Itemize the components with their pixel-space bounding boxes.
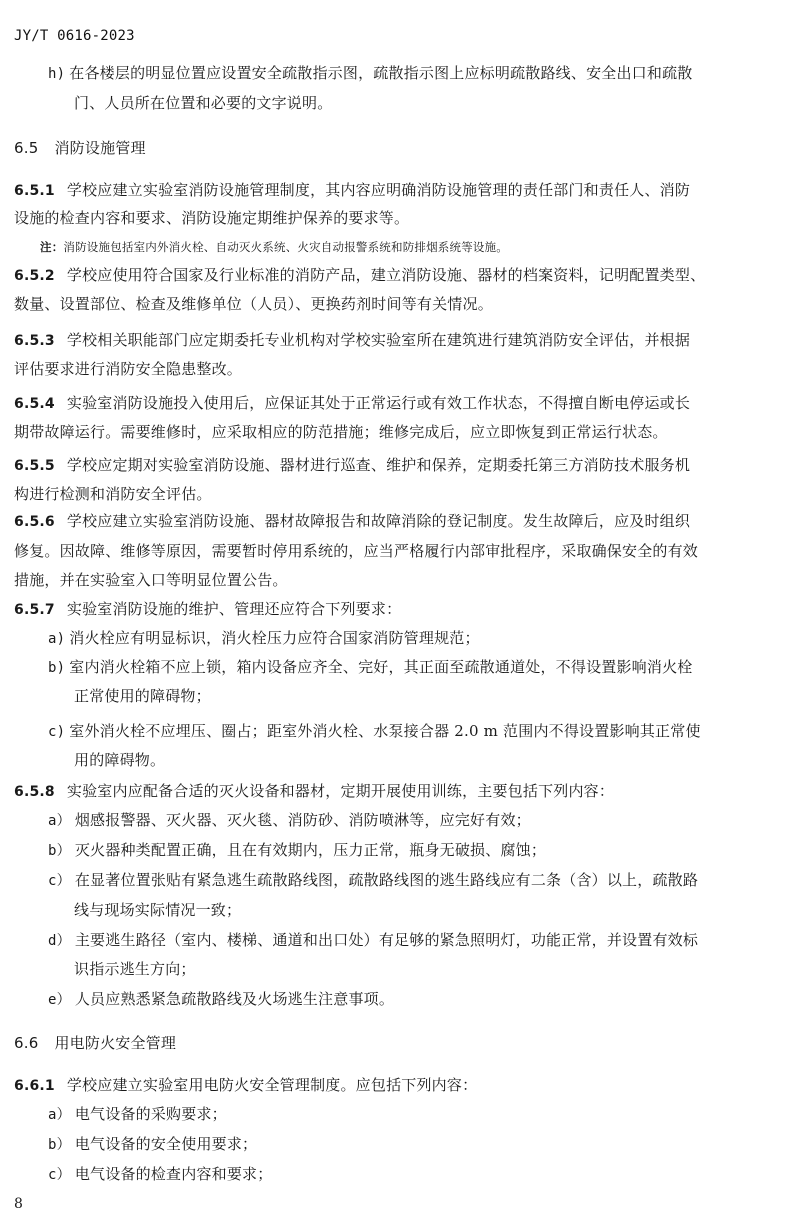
list-item-b	[48, 1134, 257, 1155]
list-item-label: c）	[48, 1167, 71, 1183]
clause-number: 6.5.2	[14, 268, 55, 284]
clause-continuation: 构进行检测和消防安全评估。	[14, 485, 212, 503]
clause-6-5-7	[14, 599, 401, 620]
clause-text: 学校应定期对实验室消防设施、器材进行巡查、维护和保养，定期委托第三方消防技术服务机	[66, 456, 691, 474]
clause-6-5-1	[14, 180, 690, 201]
clause-6-5-8	[14, 781, 614, 802]
list-item-label: c)	[48, 724, 66, 740]
list-item-c	[48, 870, 698, 891]
clause-number: 6.5.4	[14, 396, 55, 412]
section-number: 6.5	[14, 139, 39, 157]
clause-number: 6.6.1	[14, 1078, 55, 1094]
list-item-h	[48, 63, 692, 84]
list-item-label: b)	[48, 660, 66, 676]
clause-text: 学校应使用符合国家及行业标准的消防产品，建立消防设施、器材的档案资料，记明配置类型、	[66, 266, 706, 284]
clause-continuation: 修复。因故障、维修等原因，需要暂时停用系统的，应当严格履行内部审批程序，采取确保安全的有效	[14, 542, 699, 560]
list-item-text: 电气设备的检查内容和要求；	[74, 1165, 273, 1183]
clause-continuation: 数量、设置部位、检查及维修单位（人员）、更换药剂时间等有关情况。	[14, 295, 493, 313]
list-item-continuation: 线与现场实际情况一致；	[74, 901, 242, 919]
list-item-label: c）	[48, 873, 71, 889]
list-item-c	[48, 1164, 272, 1185]
clause-6-5-5	[14, 455, 690, 476]
clause-text: 实验室内应配备合适的灭火设备和器材，定期开展使用训练，主要包括下列内容：	[66, 782, 615, 800]
clause-6-5-3	[14, 330, 690, 351]
list-item-text: 在各楼层的明显位置应设置安全疏散指示图，疏散指示图上应标明疏散路线、安全出口和疏散	[69, 64, 693, 82]
clause-text: 实验室消防设施投入使用后，应保证其处于正常运行或有效工作状态，不得擅自断电停运或长	[66, 394, 691, 412]
clause-number: 6.5.3	[14, 333, 55, 349]
list-item-continuation: 识指示逃生方向；	[74, 960, 196, 978]
clause-continuation: 设施的检查内容和要求、消防设施定期维护保养的要求等。	[14, 209, 410, 227]
list-item-label: a）	[48, 1107, 71, 1123]
section-title: 消防设施管理	[54, 139, 146, 157]
note	[40, 237, 508, 257]
list-item-label: h)	[48, 66, 66, 82]
list-item-text: 消火栓应有明显标识，消火栓压力应符合国家消防管理规范；	[69, 629, 480, 647]
section-heading-6-6	[14, 1033, 176, 1053]
list-item-a	[48, 628, 480, 649]
list-item-c	[48, 721, 701, 742]
clause-text: 学校应建立实验室消防设施、器材故障报告和故障消除的登记制度。发生故障后，应及时组织	[66, 512, 691, 530]
list-item-label: b）	[48, 1137, 71, 1153]
note-label: 注：	[40, 240, 64, 254]
clause-text: 学校应建立实验室消防设施管理制度，其内容应明确消防设施管理的责任部门和责任人、消防	[66, 181, 691, 199]
list-item-text: 在显著位置张贴有紧急逃生疏散路线图，疏散路线图的逃生路线应有二条（含）以上，疏散路	[74, 871, 699, 889]
clause-continuation: 措施，并在实验室入口等明显位置公告。	[14, 571, 288, 589]
clause-6-5-2	[14, 265, 705, 286]
list-item-continuation: 正常使用的障碍物；	[74, 687, 211, 705]
clause-6-5-6	[14, 511, 690, 532]
list-item-label: a)	[48, 631, 66, 647]
list-item-text: 室外消火栓不应埋压、圈占；距室外消火栓、水泵接合器 2.0 m 范围内不得设置影响其正常使	[69, 722, 701, 740]
list-item-text: 室内消火栓箱不应上锁，箱内设备应齐全、完好，其正面至疏散通道处，不得设置影响消火栓	[69, 658, 693, 676]
clause-6-5-4	[14, 393, 690, 414]
clause-number: 6.5.5	[14, 458, 55, 474]
list-item-b	[48, 657, 692, 678]
list-item-d	[48, 930, 698, 951]
clause-number: 6.5.7	[14, 602, 55, 618]
list-item-continuation: 用的障碍物。	[74, 751, 166, 769]
list-item-text: 人员应熟悉紧急疏散路线及火场逃生注意事项。	[74, 990, 395, 1008]
note-text: 消防设施包括室内外消火栓、自动灭火系统、火灾自动报警系统和防排烟系统等设施。	[63, 240, 509, 254]
clause-number: 6.5.8	[14, 784, 55, 800]
clause-text: 实验室消防设施的维护、管理还应符合下列要求：	[66, 600, 402, 618]
clause-6-6-1	[14, 1075, 477, 1096]
page-number: 8	[14, 1196, 24, 1212]
clause-text: 学校应建立实验室用电防火安全管理制度。应包括下列内容：	[66, 1076, 478, 1094]
list-item-label: b）	[48, 843, 71, 859]
document-code-header: JY/T 0616-2023	[14, 28, 135, 44]
list-item-text: 电气设备的安全使用要求；	[74, 1135, 258, 1153]
list-item-text: 灭火器种类配置正确，且在有效期内，压力正常，瓶身无破损、腐蚀；	[74, 841, 547, 859]
clause-text: 学校相关职能部门应定期委托专业机构对学校实验室所在建筑进行建筑消防安全评估，并根据	[66, 331, 691, 349]
section-heading-6-5	[14, 138, 146, 158]
clause-number: 6.5.6	[14, 514, 55, 530]
clause-continuation: 评估要求进行消防安全隐患整改。	[14, 360, 243, 378]
clause-number: 6.5.1	[14, 183, 55, 199]
clause-continuation: 期带故障运行。需要维修时，应采取相应的防范措施；维修完成后，应立即恢复到正常运行状态。	[14, 423, 668, 441]
list-item-b	[48, 840, 546, 861]
list-item-label: e）	[48, 992, 71, 1008]
list-item-text: 主要逃生路径（室内、楼梯、通道和出口处）有足够的紧急照明灯，功能正常，并设置有效标	[74, 931, 699, 949]
list-item-label: a）	[48, 813, 71, 829]
section-title: 用电防火安全管理	[54, 1034, 177, 1052]
list-item-text: 烟感报警器、灭火器、灭火毯、消防砂、消防喷淋等，应完好有效；	[74, 811, 531, 829]
list-item-text: 电气设备的采购要求；	[74, 1105, 227, 1123]
list-item-continuation: 门、人员所在位置和必要的文字说明。	[74, 94, 333, 112]
list-item-a	[48, 810, 531, 831]
list-item-a	[48, 1104, 227, 1125]
section-number: 6.6	[14, 1034, 39, 1052]
list-item-label: d）	[48, 933, 71, 949]
list-item-e	[48, 989, 394, 1010]
